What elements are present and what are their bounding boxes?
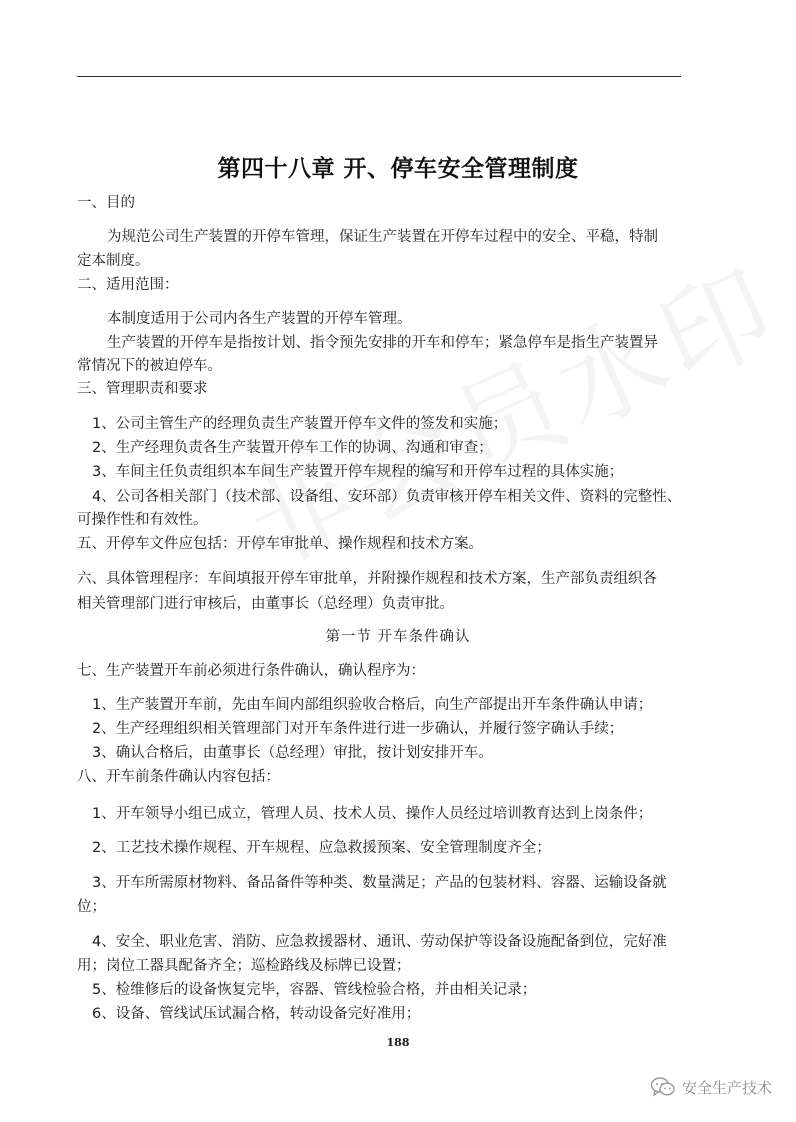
section-heading: 二、适用范围：: [77, 277, 179, 293]
wechat-icon: [650, 1076, 676, 1098]
brand-name: 安全生产技术: [681, 1078, 772, 1097]
section-heading: 七、生产装置开车前必须进行条件确认，确认程序为：: [77, 663, 425, 679]
list-item: 2、生产经理组织相关管理部门对开车条件进行进一步确认，并履行签字确认手续；: [92, 721, 624, 737]
chapter-title: 第四十八章 开、停车安全管理制度: [217, 155, 579, 182]
section-heading: 八、开车前条件确认内容包括：: [77, 769, 280, 785]
list-item: 6、设备、管线试压试漏合格，转动设备完好准用；: [92, 1006, 421, 1022]
list-item: 1、开车领导小组已成立，管理人员、技术人员、操作人员经过培训教育达到上岗条件；: [92, 806, 653, 822]
list-item: 位；: [77, 899, 106, 915]
list-item: 2、生产经理负责各生产装置开停车工作的协调、沟通和审查；: [92, 440, 493, 456]
section-heading: 五、开停车文件应包括：开停车审批单、操作规程和技术方案。: [77, 536, 483, 552]
list-item: 3、车间主任负责组织本车间生产装置开停车规程的编写和开停车过程的具体实施；: [92, 464, 624, 480]
paragraph-line: 生产装置的开停车是指按计划、指令预先安排的开车和停车；紧急停车是指生产装置异: [107, 335, 658, 351]
list-item: 4、公司各相关部门（技术部、设备组、安环部）负责审核开停车相关文件、资料的完整性、: [92, 489, 682, 505]
list-item: 1、生产装置开车前，先由车间内部组织验收合格后，向生产部提出开车条件确认申请；: [92, 697, 653, 713]
paragraph-line: 常情况下的被迫停车。: [77, 358, 222, 374]
list-item: 4、安全、职业危害、消防、应急救援器材、通讯、劳动保护等设备设施配备到位，完好准: [92, 934, 667, 950]
brand-watermark: [650, 1076, 772, 1098]
list-item: 用；岗位工器具配备齐全；巡检路线及标牌已设置；: [77, 958, 411, 974]
list-item: 3、开车所需原材物料、备品备件等种类、数量满足；产品的包装材料、容器、运输设备就: [92, 875, 667, 891]
section-heading: 三、管理职责和要求: [77, 381, 208, 397]
subsection-title: 第一节 开车条件确认: [325, 629, 471, 645]
list-item: 2、工艺技术操作规程、开车规程、应急救援预案、安全管理制度齐全；: [92, 840, 551, 856]
page-number: 188: [386, 1036, 410, 1049]
paragraph-line: 为规范公司生产装置的开停车管理，保证生产装置在开停车过程中的安全、平稳，特制: [107, 229, 658, 245]
list-item: 1、公司主管生产的经理负责生产装置开停车文件的签发和实施；: [92, 416, 508, 432]
paragraph-line: 定本制度。: [77, 253, 150, 269]
section-heading: 一、目的: [77, 195, 135, 211]
paragraph-line: 相关管理部门进行审核后，由董事长（总经理）负责审批。: [77, 596, 454, 612]
list-item: 可操作性和有效性。: [77, 512, 208, 528]
paragraph-line: 本制度适用于公司内各生产装置的开停车管理。: [107, 311, 412, 327]
list-item: 5、检维修后的设备恢复完毕，容器、管线检验合格，并由相关记录；: [92, 982, 537, 998]
list-item: 3、确认合格后，由董事长（总经理）审批，按计划安排开车。: [92, 745, 493, 761]
header-rule: [77, 76, 681, 77]
section-heading: 六、具体管理程序：车间填报开停车审批单，并附操作规程和技术方案，生产部负责组织各: [77, 571, 657, 587]
